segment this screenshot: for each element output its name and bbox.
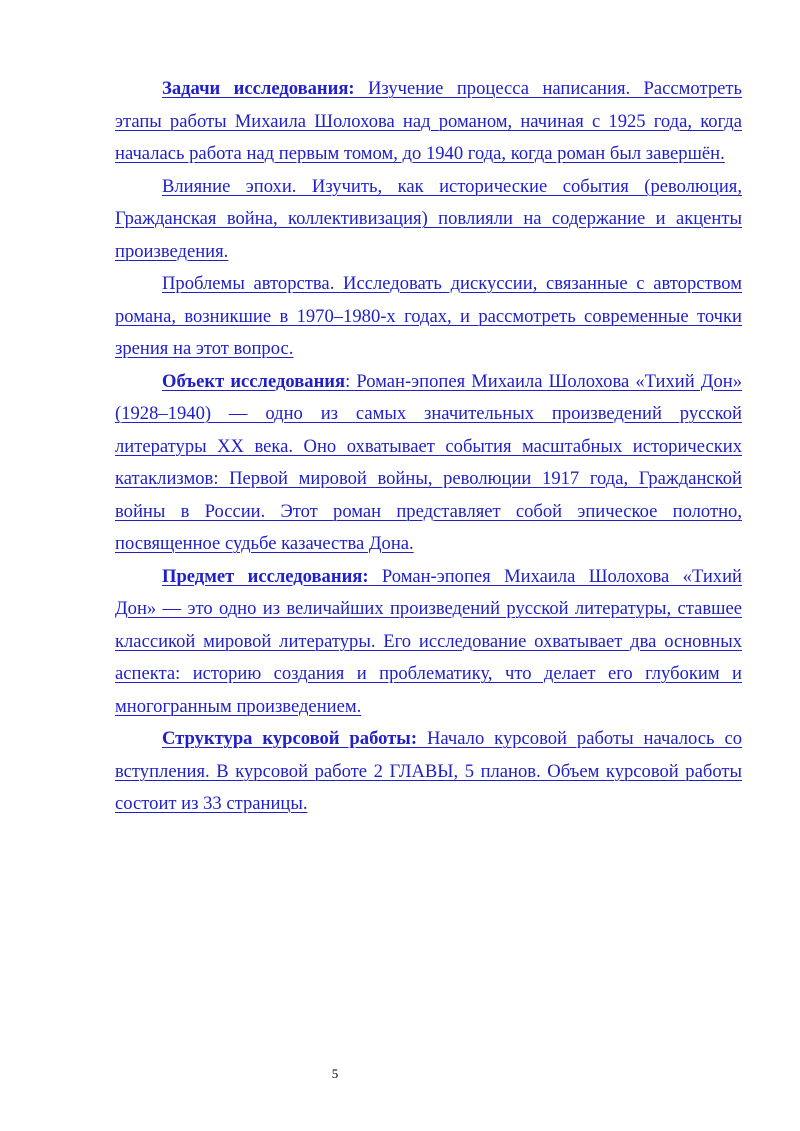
paragraph-coursework-structure [115,723,742,821]
page-number: 5 [331,1066,339,1081]
paragraph-text: Роман-эпопея Михаила Шолохова «Тихий Дон» — это одно из величайших произведений русской литературы, ставшее классикой мировой литературы. Его исследование охватывает два основных аспекта: историю создания и проблематику, что делает его глубоким и многогранным произведением. [115,565,742,717]
paragraph-epoch-influence [115,171,742,269]
paragraph-authorship-problems [115,268,742,366]
paragraph-research-object [115,366,742,561]
paragraph-research-subject [115,561,742,724]
paragraph-lead: Объект исследования [162,370,346,392]
paragraph-text: : Роман-эпопея Михаила Шолохова «Тихий Дон» (1928–1940) — одно из самых значительных произведений русской литературы XX века. Оно охватывает события масштабных исторических катаклизмов: Первой мировой войны, революции 1917 года, Гражданской войны в России. Этот роман представляет собой эпическое полотно, посвященное судьбе казачества Дона. [115,370,742,554]
paragraph-text: Проблемы авторства. Исследовать дискуссии, связанные с авторством романа, возникшие в 1970–1980-х годах, и рассмотреть современные точки зрения на этот вопрос. [115,273,742,359]
paragraph-lead: Задачи исследования: [162,78,355,99]
paragraph-research-tasks [115,73,742,171]
paragraph-text: Изучение процесса написания. Рассмотреть этапы работы Михаила Шолохова над романом, начиная с 1925 года, когда началась работа над первым томом, до 1940 года, когда роман был завершён. [115,78,742,164]
paragraph-lead: Структура курсовой работы: [162,728,418,749]
paragraph-lead: Предмет исследования: [162,565,369,587]
paragraph-text: Влияние эпохи. Изучить, как исторические события (революция, Гражданская война, коллективизация) повлияли на содержание и акценты произведения. [115,175,742,262]
document-body [115,73,742,821]
paragraph-text: Начало курсовой работы началось со вступления. В курсовой работе 2 ГЛАВЫ, 5 планов. Объем курсовой работы состоит из 33 страницы. [115,728,743,814]
